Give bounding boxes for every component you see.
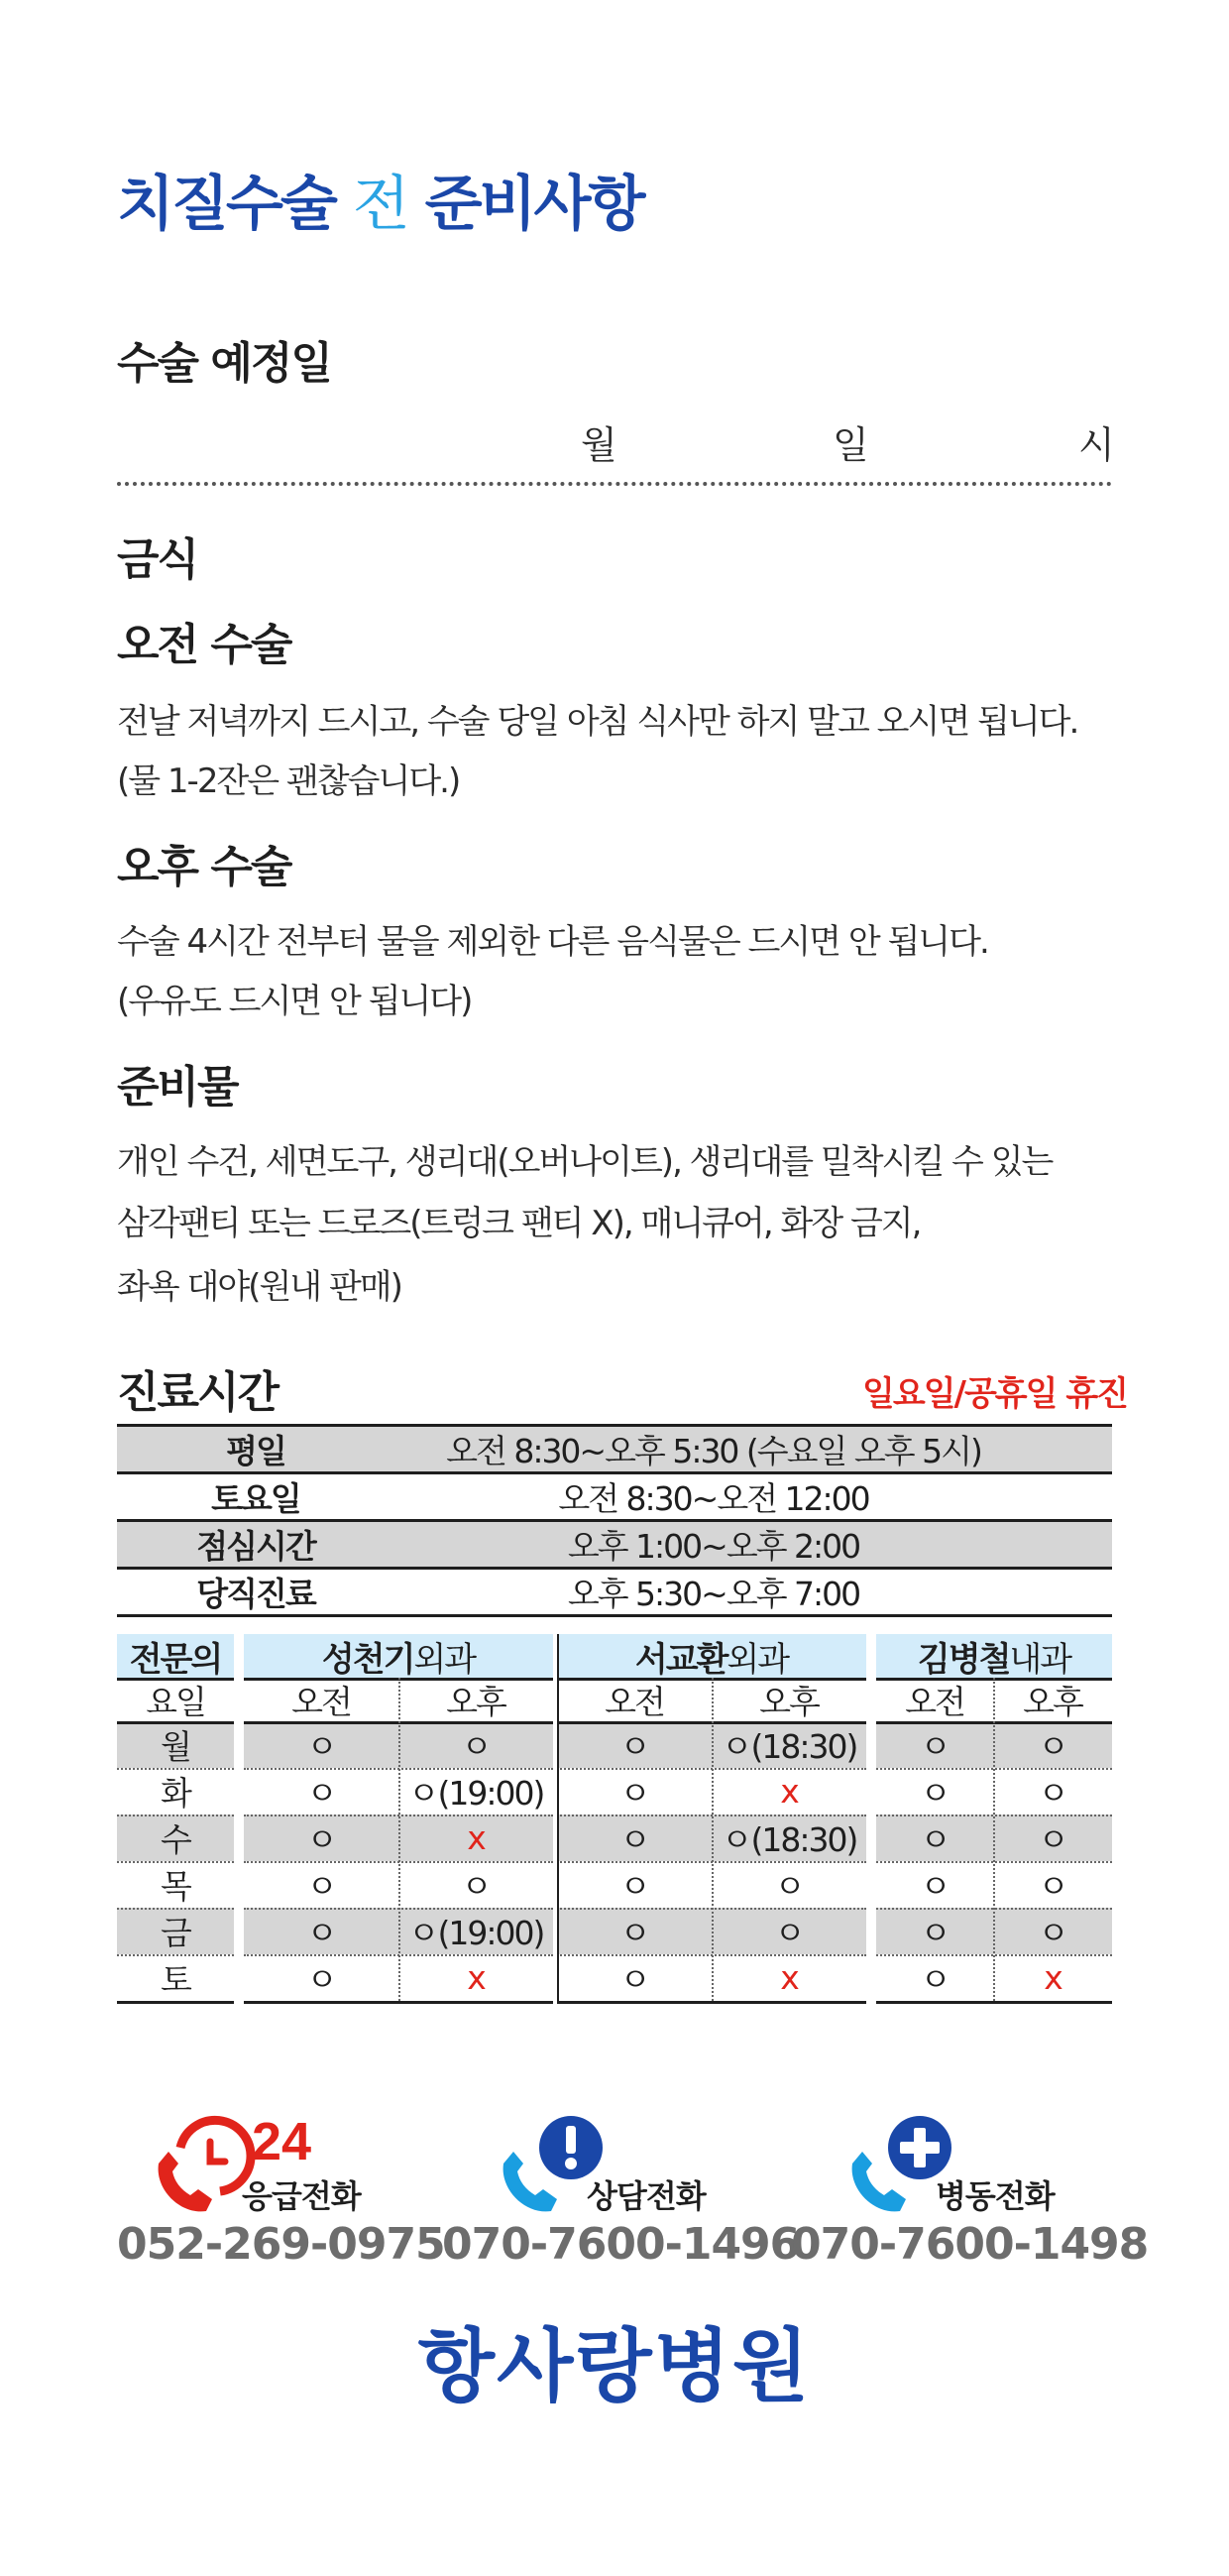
schedule-cell: ㅇ(19:00) [407, 1774, 544, 1813]
schedule-cell: ㅇ [306, 1914, 336, 1952]
schedule-cell: ㅇ [1038, 1774, 1067, 1813]
doctor-department: 외과 [726, 1639, 789, 1680]
schedule-cell: ㅇ [306, 1774, 336, 1813]
schedule-cell: ㅇ [461, 1867, 491, 1906]
am-header: 오전 [905, 1682, 964, 1721]
hours-row [117, 1427, 1112, 1474]
schedule-cell: ㅇ [920, 1914, 950, 1952]
day-column-header: 요일 [146, 1682, 205, 1721]
schedule-cell: ㅇ [1038, 1867, 1067, 1906]
page-title [117, 157, 642, 242]
morning-surgery-heading: 오전 수술 [117, 620, 291, 670]
hours-row-value: 오후 1:00~오후 2:00 [567, 1527, 860, 1566]
schedule-cell: ㅇ(18:30) [721, 1820, 857, 1859]
schedule-cell: ㅇ [1038, 1727, 1067, 1766]
schedule-cell: ㅇ [920, 1820, 950, 1859]
schedule-cell: ㅇ [619, 1820, 649, 1859]
row-separator [117, 1815, 234, 1816]
hours-table [117, 1424, 1112, 1617]
supplies-line-3: 좌욕 대야(원내 판매) [117, 1267, 401, 1307]
schedule-cell: ㅇ [774, 1867, 804, 1906]
weekday-label: 월 [161, 1727, 190, 1766]
schedule-cell: ㅇ [619, 1914, 649, 1952]
schedule-cell: ㅇ [619, 1727, 649, 1766]
schedule-cell: ㅇ [920, 1867, 950, 1906]
doctor-name: 성천기 [321, 1639, 414, 1680]
schedule-cell: ㅇ [1038, 1914, 1067, 1952]
afternoon-surgery-heading: 오후 수술 [117, 842, 291, 892]
subheader-rule [117, 1721, 234, 1724]
title-part1: 치질수술 [117, 170, 335, 239]
hours-row-label: 토요일 [211, 1479, 300, 1518]
am-header: 오전 [605, 1682, 664, 1721]
supplies-line-1: 개인 수건, 세면도구, 생리대(오버나이트), 생리대를 밀착시킬 수 있는 [117, 1142, 1053, 1182]
schedule-cell: ㅇ [1038, 1820, 1067, 1859]
title-part2: 준비사항 [424, 170, 643, 239]
day-label: 일 [833, 423, 869, 467]
doctor-header [244, 1634, 553, 1678]
doctor-name: 서교환 [634, 1639, 727, 1680]
schedule-cell: ㅇ [920, 1774, 950, 1813]
schedule-cell: ㅇ [619, 1960, 649, 1999]
surgery-date-heading: 수술 예정일 [117, 338, 331, 389]
schedule-cell: ㅇ [461, 1727, 491, 1766]
hours-row [117, 1474, 1112, 1522]
schedule-cell: x [467, 1958, 485, 1997]
table-bottom-rule [876, 2001, 1112, 2004]
fasting-heading: 금식 [117, 534, 198, 585]
hours-row-label: 점심시간 [196, 1527, 315, 1566]
schedule-cell: x [467, 1818, 485, 1857]
consult-label: 상담전화 [587, 2177, 706, 2215]
doctor-name: 김병철 [917, 1639, 1010, 1680]
hospital-name: 항사랑병원 [417, 2320, 812, 2412]
schedule-cell: x [780, 1772, 798, 1811]
weekday-label: 목 [161, 1867, 190, 1906]
schedule-cell: ㅇ [306, 1867, 336, 1906]
closed-note: 일요일/공휴일 휴진 [862, 1374, 1128, 1414]
date-divider [117, 482, 1112, 486]
morning-line-2: (물 1-2잔은 괜찮습니다.) [117, 761, 460, 801]
weekday-label: 금 [161, 1914, 190, 1952]
ward-number[interactable]: 070-7600-1498 [791, 2219, 1149, 2270]
hours-heading: 진료시간 [117, 1367, 279, 1418]
row-separator [117, 1954, 234, 1956]
schedule-cell: ㅇ [920, 1727, 950, 1766]
am-header: 오전 [291, 1682, 351, 1721]
schedule-cell: ㅇ [306, 1727, 336, 1766]
supplies-heading: 준비물 [117, 1062, 238, 1112]
hours-row [117, 1522, 1112, 1570]
weekday-label: 수 [161, 1820, 190, 1859]
hours-row-label: 당직진료 [196, 1575, 315, 1613]
pm-header: 오후 [759, 1682, 819, 1721]
title-accent: 전 [352, 170, 407, 239]
supplies-line-2: 삼각팬티 또는 드로즈(트렁크 팬티 X), 매니큐어, 화장 금지, [117, 1204, 921, 1243]
afternoon-line-1: 수술 4시간 전부터 물을 제외한 다른 음식물은 드시면 안 됩니다. [117, 922, 988, 962]
hour-label: 시 [1078, 423, 1115, 467]
row-separator [117, 1768, 234, 1770]
ward-label: 병동전화 [936, 2177, 1055, 2215]
weekday-label: 화 [161, 1774, 190, 1813]
header-rule [117, 1678, 234, 1681]
pm-header: 오후 [1023, 1682, 1082, 1721]
consult-number[interactable]: 070-7600-1496 [442, 2219, 800, 2270]
doctor-header [876, 1634, 1112, 1678]
table-bottom-rule [117, 2001, 234, 2004]
hours-row-value: 오전 8:30~오후 5:30 (수요일 오후 5시) [446, 1432, 981, 1470]
specialist-header: 전문의 [117, 1634, 234, 1678]
weekday-label: 토 [161, 1960, 190, 1999]
schedule-cell: ㅇ [774, 1914, 804, 1952]
month-label: 월 [581, 423, 617, 467]
schedule-cell: ㅇ [306, 1960, 336, 1999]
table-bottom-rule [244, 2001, 553, 2004]
svg-text:24: 24 [252, 2112, 312, 2171]
schedule-cell: ㅇ [619, 1867, 649, 1906]
schedule-cell: x [780, 1958, 798, 1997]
doctor-divider [557, 1634, 559, 2001]
hours-row [117, 1570, 1112, 1617]
schedule-cell: ㅇ(18:30) [721, 1727, 857, 1766]
row-separator [117, 1861, 234, 1863]
doctor-department: 외과 [413, 1639, 476, 1680]
pm-header: 오후 [446, 1682, 505, 1721]
doctor-schedule-table [117, 1634, 1112, 2011]
am-pm-divider [398, 1678, 400, 2001]
afternoon-line-2: (우유도 드시면 안 됩니다) [117, 982, 472, 1021]
schedule-cell: ㅇ [920, 1960, 950, 1999]
table-bottom-rule [557, 2001, 866, 2004]
emergency-label: 응급전화 [242, 2177, 361, 2215]
am-pm-divider [712, 1678, 714, 2001]
hours-row-label: 평일 [226, 1432, 285, 1470]
morning-line-1: 전날 저녁까지 드시고, 수술 당일 아침 식사만 하지 말고 오시면 됩니다. [117, 702, 1078, 742]
am-pm-divider [993, 1678, 995, 2001]
schedule-cell: ㅇ(19:00) [407, 1914, 544, 1952]
doctor-department: 내과 [1009, 1639, 1071, 1680]
doctor-header [557, 1634, 866, 1678]
schedule-cell: ㅇ [306, 1820, 336, 1859]
hours-row-value: 오전 8:30~오전 12:00 [558, 1479, 869, 1518]
schedule-cell: x [1044, 1958, 1061, 1997]
emergency-number[interactable]: 052-269-0975 [117, 2219, 445, 2270]
schedule-cell: ㅇ [619, 1774, 649, 1813]
hours-row-value: 오후 5:30~오후 7:00 [567, 1575, 860, 1613]
row-separator [117, 1908, 234, 1910]
